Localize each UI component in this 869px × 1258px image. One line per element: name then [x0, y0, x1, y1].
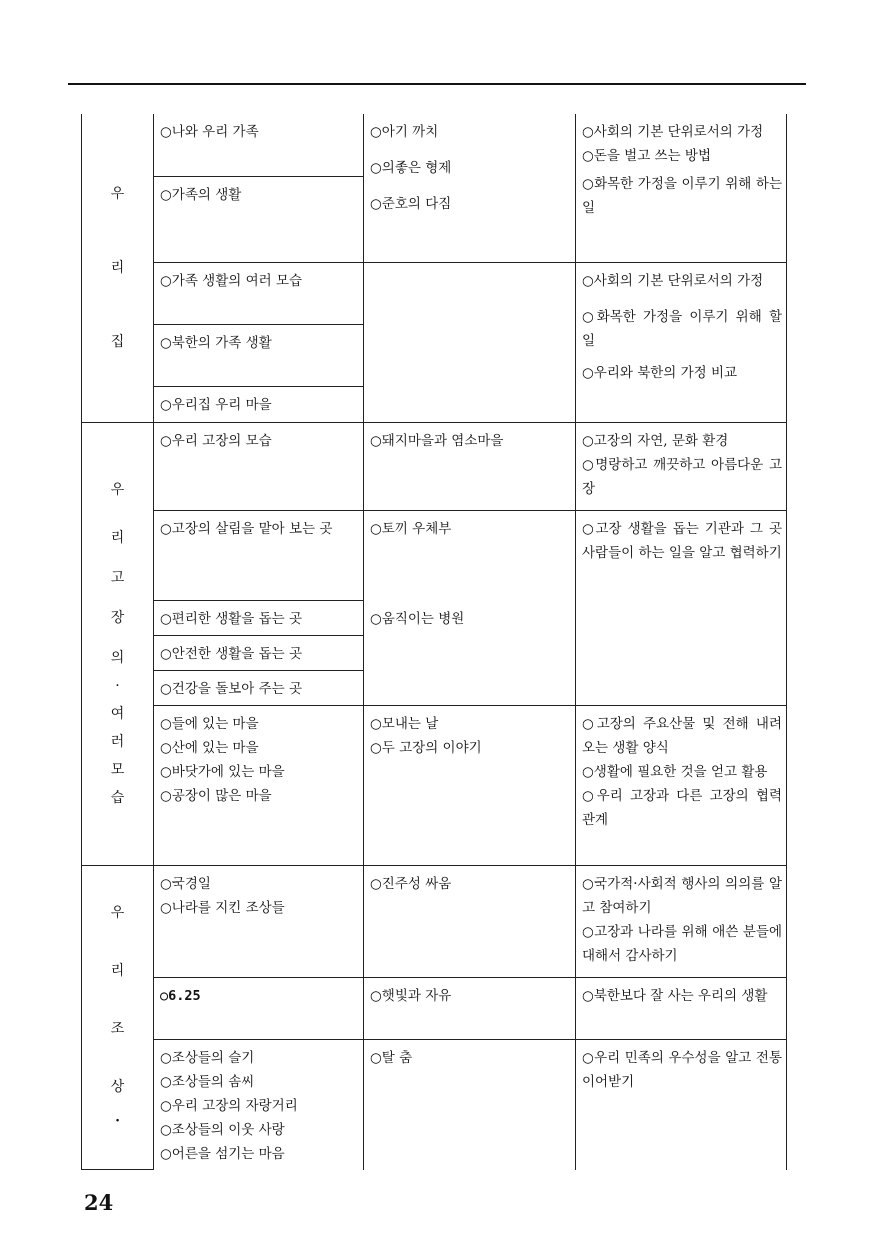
story-cell [364, 422, 576, 510]
unit-cell [154, 386, 364, 422]
goal-item: ○우리 민족의 우수성을 알고 전통 이어받기 [582, 1049, 782, 1090]
unit-item: ○어른을 섬기는 마음 [160, 1145, 285, 1162]
table-row [82, 977, 787, 1039]
goal-item: ○사회의 기본 단위로서의 가정 [582, 124, 764, 140]
unit-item: ○가족의 생활 [160, 186, 242, 203]
goal-cell [576, 114, 787, 262]
unit-cell [154, 422, 364, 510]
goal-item: ○북한보다 잘 사는 우리의 생활 [582, 987, 768, 1004]
goal-item: ○우리와 북한의 가정 비교 [582, 364, 738, 381]
unit-item: ○나라를 지킨 조상들 [160, 899, 285, 916]
section-label [82, 422, 154, 865]
story-cell [364, 977, 576, 1039]
unit-cell [154, 670, 364, 705]
unit-item: ○국경일 [160, 875, 211, 892]
unit-item: ○들에 있는 마을 [160, 715, 259, 732]
unit-item: ○우리 고장의 모습 [160, 432, 272, 449]
goal-cell [576, 865, 787, 977]
story-cell [364, 705, 576, 865]
story-cell [364, 262, 576, 422]
unit-item: ○공장이 많은 마을 [160, 787, 272, 804]
story-cell [364, 114, 576, 262]
unit-cell [154, 114, 364, 176]
unit-item: ○바닷가에 있는 마을 [160, 763, 285, 780]
unit-cell [154, 865, 364, 977]
goal-item: ○고장의 주요산물 및 전해 내려 오는 생활 양식 [582, 715, 782, 756]
section-label-char: 우 [110, 481, 125, 498]
section-label-char: 우 [110, 185, 125, 202]
section-label-char: 장 [110, 609, 125, 626]
unit-cell [154, 176, 364, 262]
section-label-char: 상 [110, 1079, 125, 1096]
unit-cell [154, 262, 364, 324]
table-row [82, 510, 787, 600]
section-label-char: 리 [110, 259, 125, 276]
story-item: ○토끼 우체부 [370, 520, 452, 537]
goal-cell [576, 422, 787, 510]
goal-item: ○명랑하고 깨끗하고 아름다운 고장 [582, 456, 782, 497]
unit-item: ○북한의 가족 생활 [160, 334, 272, 351]
story-item: ○두 고장의 이야기 [370, 739, 482, 756]
section-label-char: 여 [110, 705, 125, 722]
table-row [82, 865, 787, 977]
story-item: ○아기 까치 [370, 124, 439, 140]
unit-item: ○우리집 우리 마을 [160, 396, 272, 413]
section-label-char: 모 [110, 761, 125, 778]
goal-item: ○화목한 가정을 이루기 위해 할 일 [582, 308, 782, 349]
unit-item: ○나와 우리 가족 [160, 124, 259, 140]
unit-item: ○가족 생활의 여러 모습 [160, 272, 303, 289]
goal-cell [576, 1039, 787, 1170]
goal-item: ○화목한 가정을 이루기 위해 하는 일 [582, 176, 782, 216]
section-label-char: 리 [110, 529, 125, 546]
goal-cell [576, 262, 787, 422]
unit-item: ○우리 고장의 자랑거리 [160, 1097, 298, 1114]
story-item: ○돼지마을과 염소마을 [370, 432, 504, 449]
table-row [82, 114, 787, 176]
unit-cell [154, 1039, 364, 1170]
story-item: ○탈 춤 [370, 1049, 413, 1066]
section-label-char: 집 [110, 333, 125, 350]
top-rule [68, 83, 806, 85]
unit-item: ○고장의 살림을 맡아 보는 곳 [160, 520, 333, 537]
goal-item: ○고장과 나라를 위해 애쓴 분들에 대해서 감사하기 [582, 923, 782, 964]
unit-cell [154, 510, 364, 600]
table-row [82, 262, 787, 324]
story-item: ○모내는 날 [370, 715, 439, 732]
unit-cell [154, 324, 364, 386]
unit-item: ○조상들의 솜씨 [160, 1073, 255, 1090]
unit-cell [154, 600, 364, 635]
section-label-char: 러 [110, 733, 125, 750]
unit-item: ○안전한 생활을 돕는 곳 [160, 645, 303, 662]
story-item: ○준호의 다짐 [370, 196, 452, 212]
goal-item: ○국가적·사회적 행사의 의의를 알고 참여하기 [582, 875, 782, 916]
page-number: 24 [84, 1190, 114, 1215]
table-row [82, 1039, 787, 1170]
unit-cell [154, 635, 364, 670]
unit-item: ○건강을 돌보아 주는 곳 [160, 680, 303, 697]
section-label-char: 리 [110, 963, 125, 980]
goal-item: ○우리 고장과 다른 고장의 협력 관계 [582, 787, 782, 828]
unit-item: ○조상들의 이웃 사랑 [160, 1121, 285, 1138]
section-label-char: · [115, 1113, 120, 1130]
story-cell [364, 1039, 576, 1170]
section-label-char: 의 [110, 649, 125, 666]
section-label-char: 습 [110, 789, 125, 806]
unit-cell [154, 977, 364, 1039]
goal-item: ○고장 생활을 돕는 기관과 그 곳 사람들이 하는 일을 알고 협력하기 [582, 520, 782, 561]
goal-cell [576, 977, 787, 1039]
section-label [82, 114, 154, 422]
unit-item: ○편리한 생활을 돕는 곳 [160, 610, 303, 627]
goal-item: ○사회의 기본 단위로서의 가정 [582, 272, 764, 289]
goal-cell [576, 510, 787, 705]
table-row [82, 422, 787, 510]
goal-item: ○돈을 벌고 쓰는 방법 [582, 148, 711, 164]
unit-item: ○조상들의 슬기 [160, 1049, 255, 1066]
section-label-char: 조 [110, 1021, 125, 1038]
unit-item: ○6.25 [160, 987, 201, 1004]
story-cell [364, 510, 576, 705]
goal-item: ○생활에 필요한 것을 얻고 활용 [582, 763, 768, 780]
section-label-char: 고 [110, 569, 125, 586]
section-label-char: 우 [110, 905, 125, 922]
section-label-char: · [115, 677, 120, 694]
curriculum-table [81, 114, 787, 1170]
story-cell [364, 865, 576, 977]
unit-cell [154, 705, 364, 865]
story-item: ○의좋은 형제 [370, 160, 452, 176]
story-item: ○햇빛과 자유 [370, 987, 452, 1004]
table-row [82, 705, 787, 865]
section-label [82, 865, 154, 1170]
story-item: ○움직이는 병원 [370, 610, 465, 627]
unit-item: ○산에 있는 마을 [160, 739, 259, 756]
goal-item: ○고장의 자연, 문화 환경 [582, 432, 729, 449]
story-item: ○진주성 싸움 [370, 875, 452, 892]
goal-cell [576, 705, 787, 865]
